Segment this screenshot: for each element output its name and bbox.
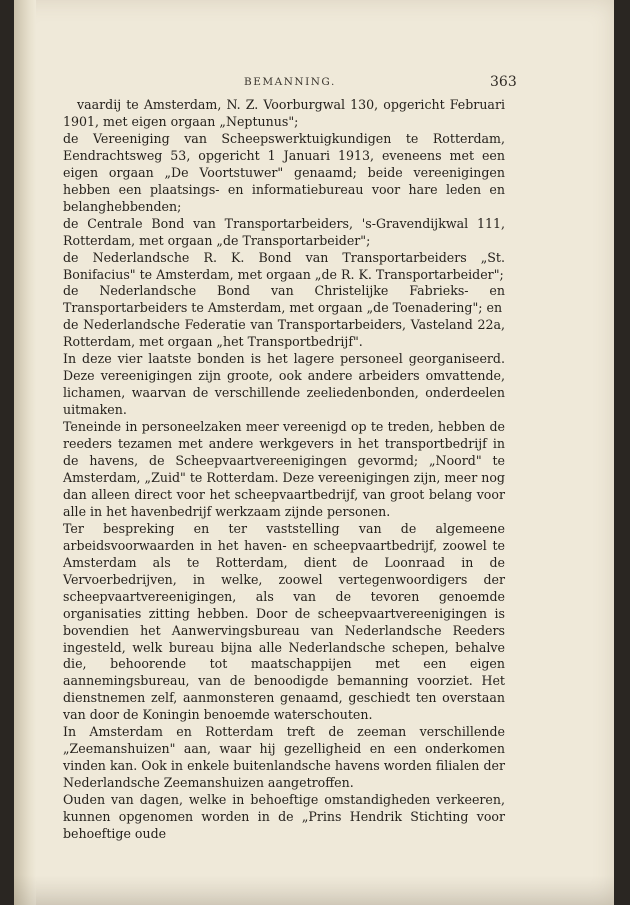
- book-page: [14, 0, 614, 905]
- list-entry: de Centrale Bond van Transportarbeiders, 's-Gravendijkwal 111, Rotterdam, met orgaan „de Transportarbeider";: [63, 215, 505, 248]
- list-entry: de Nederlandsche Federatie van Transportarbeiders, Vasteland 22a, Rotterdam, met orgaan „het Transportbedrijf".: [63, 317, 505, 350]
- paragraph: Ouden van dagen, welke in behoeftige omstandigheden verkeeren, kunnen opgenomen worden in de „Prins Hendrik Stichting voor behoeftige oude: [63, 792, 505, 841]
- paragraph: Teneinde in personeelzaken meer vereenigd op te treden, hebben de reeders tezamen met andere werkgevers in het transportbedrijf in de havens, de Scheepvaartvereenigingen gevormd; „Noord" te Amsterdam, „Zuid" te Rotterdam. Deze vereenigingen zijn, meer nog dan alleen direct voor het scheepvaartbedrijf, van groot belang voor alle in het havenbedrijf werkzaam zijnde personen.: [63, 419, 505, 519]
- paragraph: vaardij te Amsterdam, N. Z. Voorburgwal 130, opgericht Februari 1901, met eigen orgaan „Neptunus";: [63, 97, 505, 129]
- paragraph: In deze vier laatste bonden is het lagere personeel georganiseerd. Deze vereenigingen zijn groote, ook andere arbeiders omvattende, lichamen, waarvan de verschillende zeeliedenbonden, onderdeelen uitmaken.: [63, 351, 505, 418]
- page-number: 363: [490, 74, 517, 90]
- list-entry: de Nederlandsche Bond van Christelijke Fabrieks- en Transportarbeiders te Amsterdam, met orgaan „de Toenadering"; en: [63, 283, 505, 316]
- list-entry: de Vereeniging van Scheepswerktuigkundigen te Rotterdam, Eendrachtsweg 53, opgericht 1 Januari 1913, eveneens met een eigen orgaan „De Voortstuwer" genaamd; beide vereenigingen hebben een plaatsings- en informatiebureau voor hare leden en belanghebbenden;: [63, 130, 505, 214]
- running-title: BEMANNING.: [244, 76, 336, 88]
- page-header: [14, 74, 614, 94]
- paragraph: In Amsterdam en Rotterdam treft de zeeman verschillende „Zeemanshuizen" aan, waar hij gezelligheid en een onderkomen vinden kan. Ook in enkele buitenlandsche havens worden filialen der Nederlandsche Zeemanshuizen aangetroffen.: [63, 724, 505, 791]
- body-text: [63, 97, 505, 843]
- page-gutter: [14, 0, 36, 905]
- page-shadow: [14, 875, 614, 905]
- paragraph: Ter bespreking en ter vaststelling van de algemeene arbeidsvoorwaarden in het haven- en scheepvaartbedrijf, zoowel te Amsterdam als te Rotterdam, dient de Loonraad in de Vervoerbedrijven, in welke, zoowel vertegenwoordigers der scheepvaartvereenigingen, als van de tevoren genoemde organisaties zitting hebben. Door de scheepvaartvereenigingen is bovendien het Aanwervingsbureau van Nederlandsche Reeders ingesteld, welk bureau bijna alle Nederlandsche schepen, behalve die, behoorende tot maatschappijen met een eigen aannemingsbureau, van de benoodigde bemanning voorziet. Het dienstnemen zelf, aanmonsteren genaamd, geschiedt ten overstaan van door de Koningin benoemde waterschouten.: [63, 520, 505, 723]
- list-entry: de Nederlandsche R. K. Bond van Transportarbeiders „St. Bonifacius" te Amsterdam, met orgaan „de R. K. Transportarbeider";: [63, 249, 505, 282]
